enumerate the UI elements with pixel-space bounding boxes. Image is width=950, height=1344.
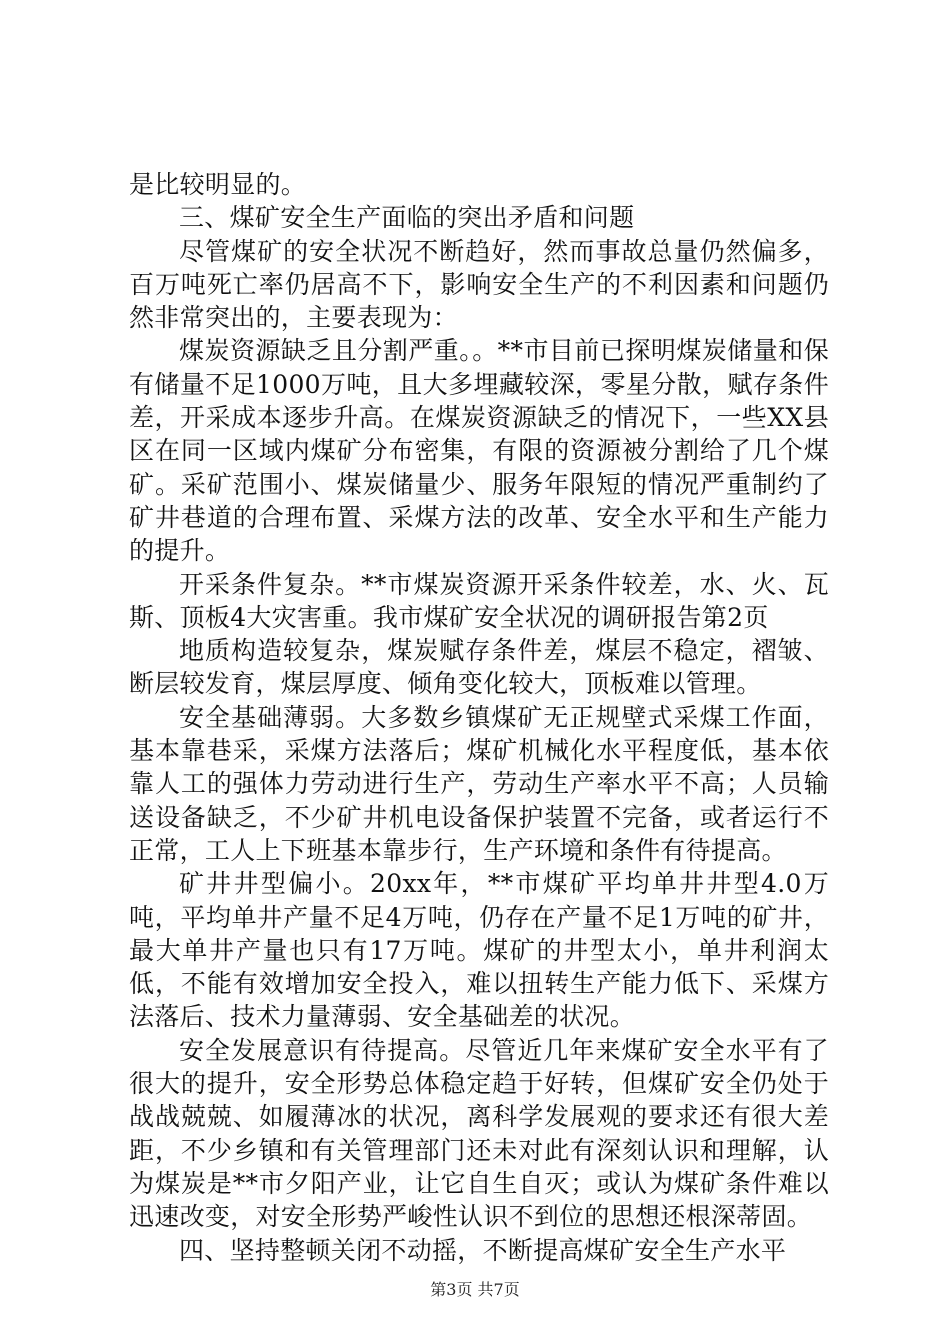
section-heading: 四、坚持整顿关闭不动摇，不断提高煤矿安全生产水平 [179,1235,787,1265]
section-heading: 三、煤矿安全生产面临的突出矛盾和问题 [179,203,635,233]
paragraph: 地质构造较复杂，煤炭赋存条件差，煤层不稳定，褶皱、断层较发育，煤层厚度、倾角变化较大，顶板难以管理。 [129,636,829,699]
document-body [129,168,829,1267]
paragraph: 开采条件复杂。**市煤炭资源开采条件较差，水、火、瓦斯、顶板4大灾害重。我市煤矿安全状况的调研报告第2页 [129,569,829,632]
paragraph: 尽管煤矿的安全状况不断趋好，然而事故总量仍然偏多，百万吨死亡率仍居高不下，影响安全生产的不利因素和问题仍然非常突出的，主要表现为： [129,236,829,333]
paragraph: 安全发展意识有待提高。尽管近几年来煤矿安全水平有了很大的提升，安全形势总体稳定趋于好转，但煤矿安全仍处于战战兢兢、如履薄冰的状况，离科学发展观的要求还有很大差距，不少乡镇和有关管理部门还未对此有深刻认识和理解，认为煤炭是**市夕阳产业，让它自生自灭；或认为煤矿条件难以迅速改变，对安全形势严峻性认识不到位的思想还根深蒂固。 [129,1035,829,1232]
paragraph: 煤炭资源缺乏且分割严重。。**市目前已探明煤炭储量和保有储量不足1000万吨，且大多埋藏较深，零星分散，赋存条件差，开采成本逐步升高。在煤炭资源缺乏的情况下，一些XX县区在同一区域内煤矿分布密集，有限的资源被分割给了几个煤矿。采矿范围小、煤炭储量少、服务年限短的情况严重制约了矿井巷道的合理布置、采煤方法的改革、安全水平和生产能力的提升。 [129,336,829,566]
paragraph: 是比较明显的。 [129,170,307,199]
page-footer: 第3页 共7页 [430,1280,520,1299]
paragraph: 矿井井型偏小。20xx年，**市煤矿平均单井井型4.0万吨，平均单井产量不足4万吨，仍存在产量不足1万吨的矿井，最大单井产量也只有17万吨。煤矿的井型太小，单井利润太低，不能有效增加安全投入，难以扭转生产能力低下、采煤方法落后、技术力量薄弱、安全基础差的状况。 [129,869,829,1032]
paragraph: 安全基础薄弱。大多数乡镇煤矿无正规壁式采煤工作面，基本靠巷采，采煤方法落后；煤矿机械化水平程度低，基本依靠人工的强体力劳动进行生产，劳动生产率水平不高；人员输送设备缺乏，不少矿井机电设备保护装置不完备，或者运行不正常，工人上下班基本靠步行，生产环境和条件有待提高。 [129,702,829,865]
